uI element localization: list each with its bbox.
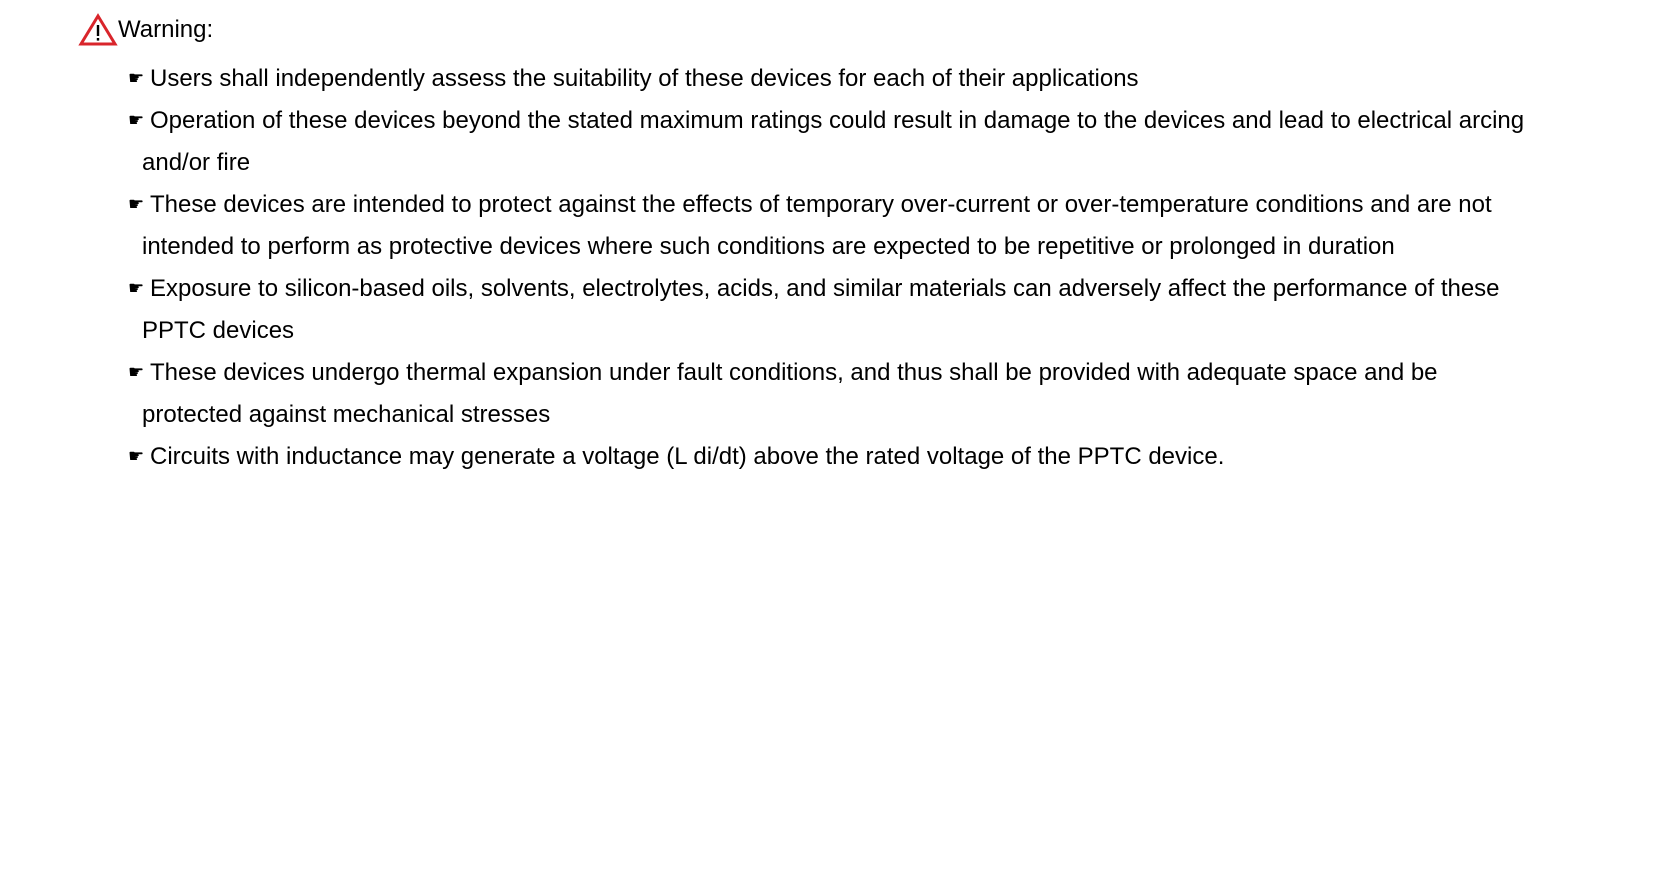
warning-list	[128, 58, 1618, 478]
list-item-text: Exposure to silicon-based oils, solvents, electrolytes, acids, and similar materials can adversely affect the performance of these	[150, 275, 1500, 302]
list-item	[128, 100, 1618, 184]
list-item-continuation: and/or fire	[142, 149, 251, 176]
pointing-hand-icon: ☛	[128, 446, 145, 467]
warning-triangle-icon	[78, 13, 120, 47]
list-item-continuation: PPTC devices	[142, 317, 295, 344]
list-item-continuation: protected against mechanical stresses	[142, 401, 551, 428]
list-item	[128, 184, 1618, 268]
warning-label: Warning:	[118, 16, 214, 43]
pointing-hand-icon: ☛	[128, 68, 145, 89]
list-item-text: Operation of these devices beyond the stated maximum ratings could result in damage to the devices and lead to electrical arcing	[150, 107, 1525, 134]
pointing-hand-icon: ☛	[128, 278, 145, 299]
pointing-hand-icon: ☛	[128, 194, 145, 215]
list-item-continuation: intended to perform as protective devices where such conditions are expected to be repetitive or prolonged in duration	[142, 233, 1395, 260]
list-item-text: These devices are intended to protect against the effects of temporary over-current or over-temperature conditions and are not	[150, 191, 1492, 218]
list-item	[128, 436, 1618, 478]
list-item	[128, 58, 1618, 100]
list-item-text: These devices undergo thermal expansion under fault conditions, and thus shall be provided with adequate space and be	[150, 359, 1438, 386]
list-item	[128, 268, 1618, 352]
pointing-hand-icon: ☛	[128, 110, 145, 131]
pointing-hand-icon: ☛	[128, 362, 145, 383]
list-item	[128, 352, 1618, 436]
list-item-text: Users shall independently assess the suitability of these devices for each of their applications	[150, 65, 1139, 92]
list-item-text: Circuits with inductance may generate a voltage (L di/dt) above the rated voltage of the PPTC device.	[150, 443, 1225, 470]
warning-heading	[78, 13, 213, 47]
